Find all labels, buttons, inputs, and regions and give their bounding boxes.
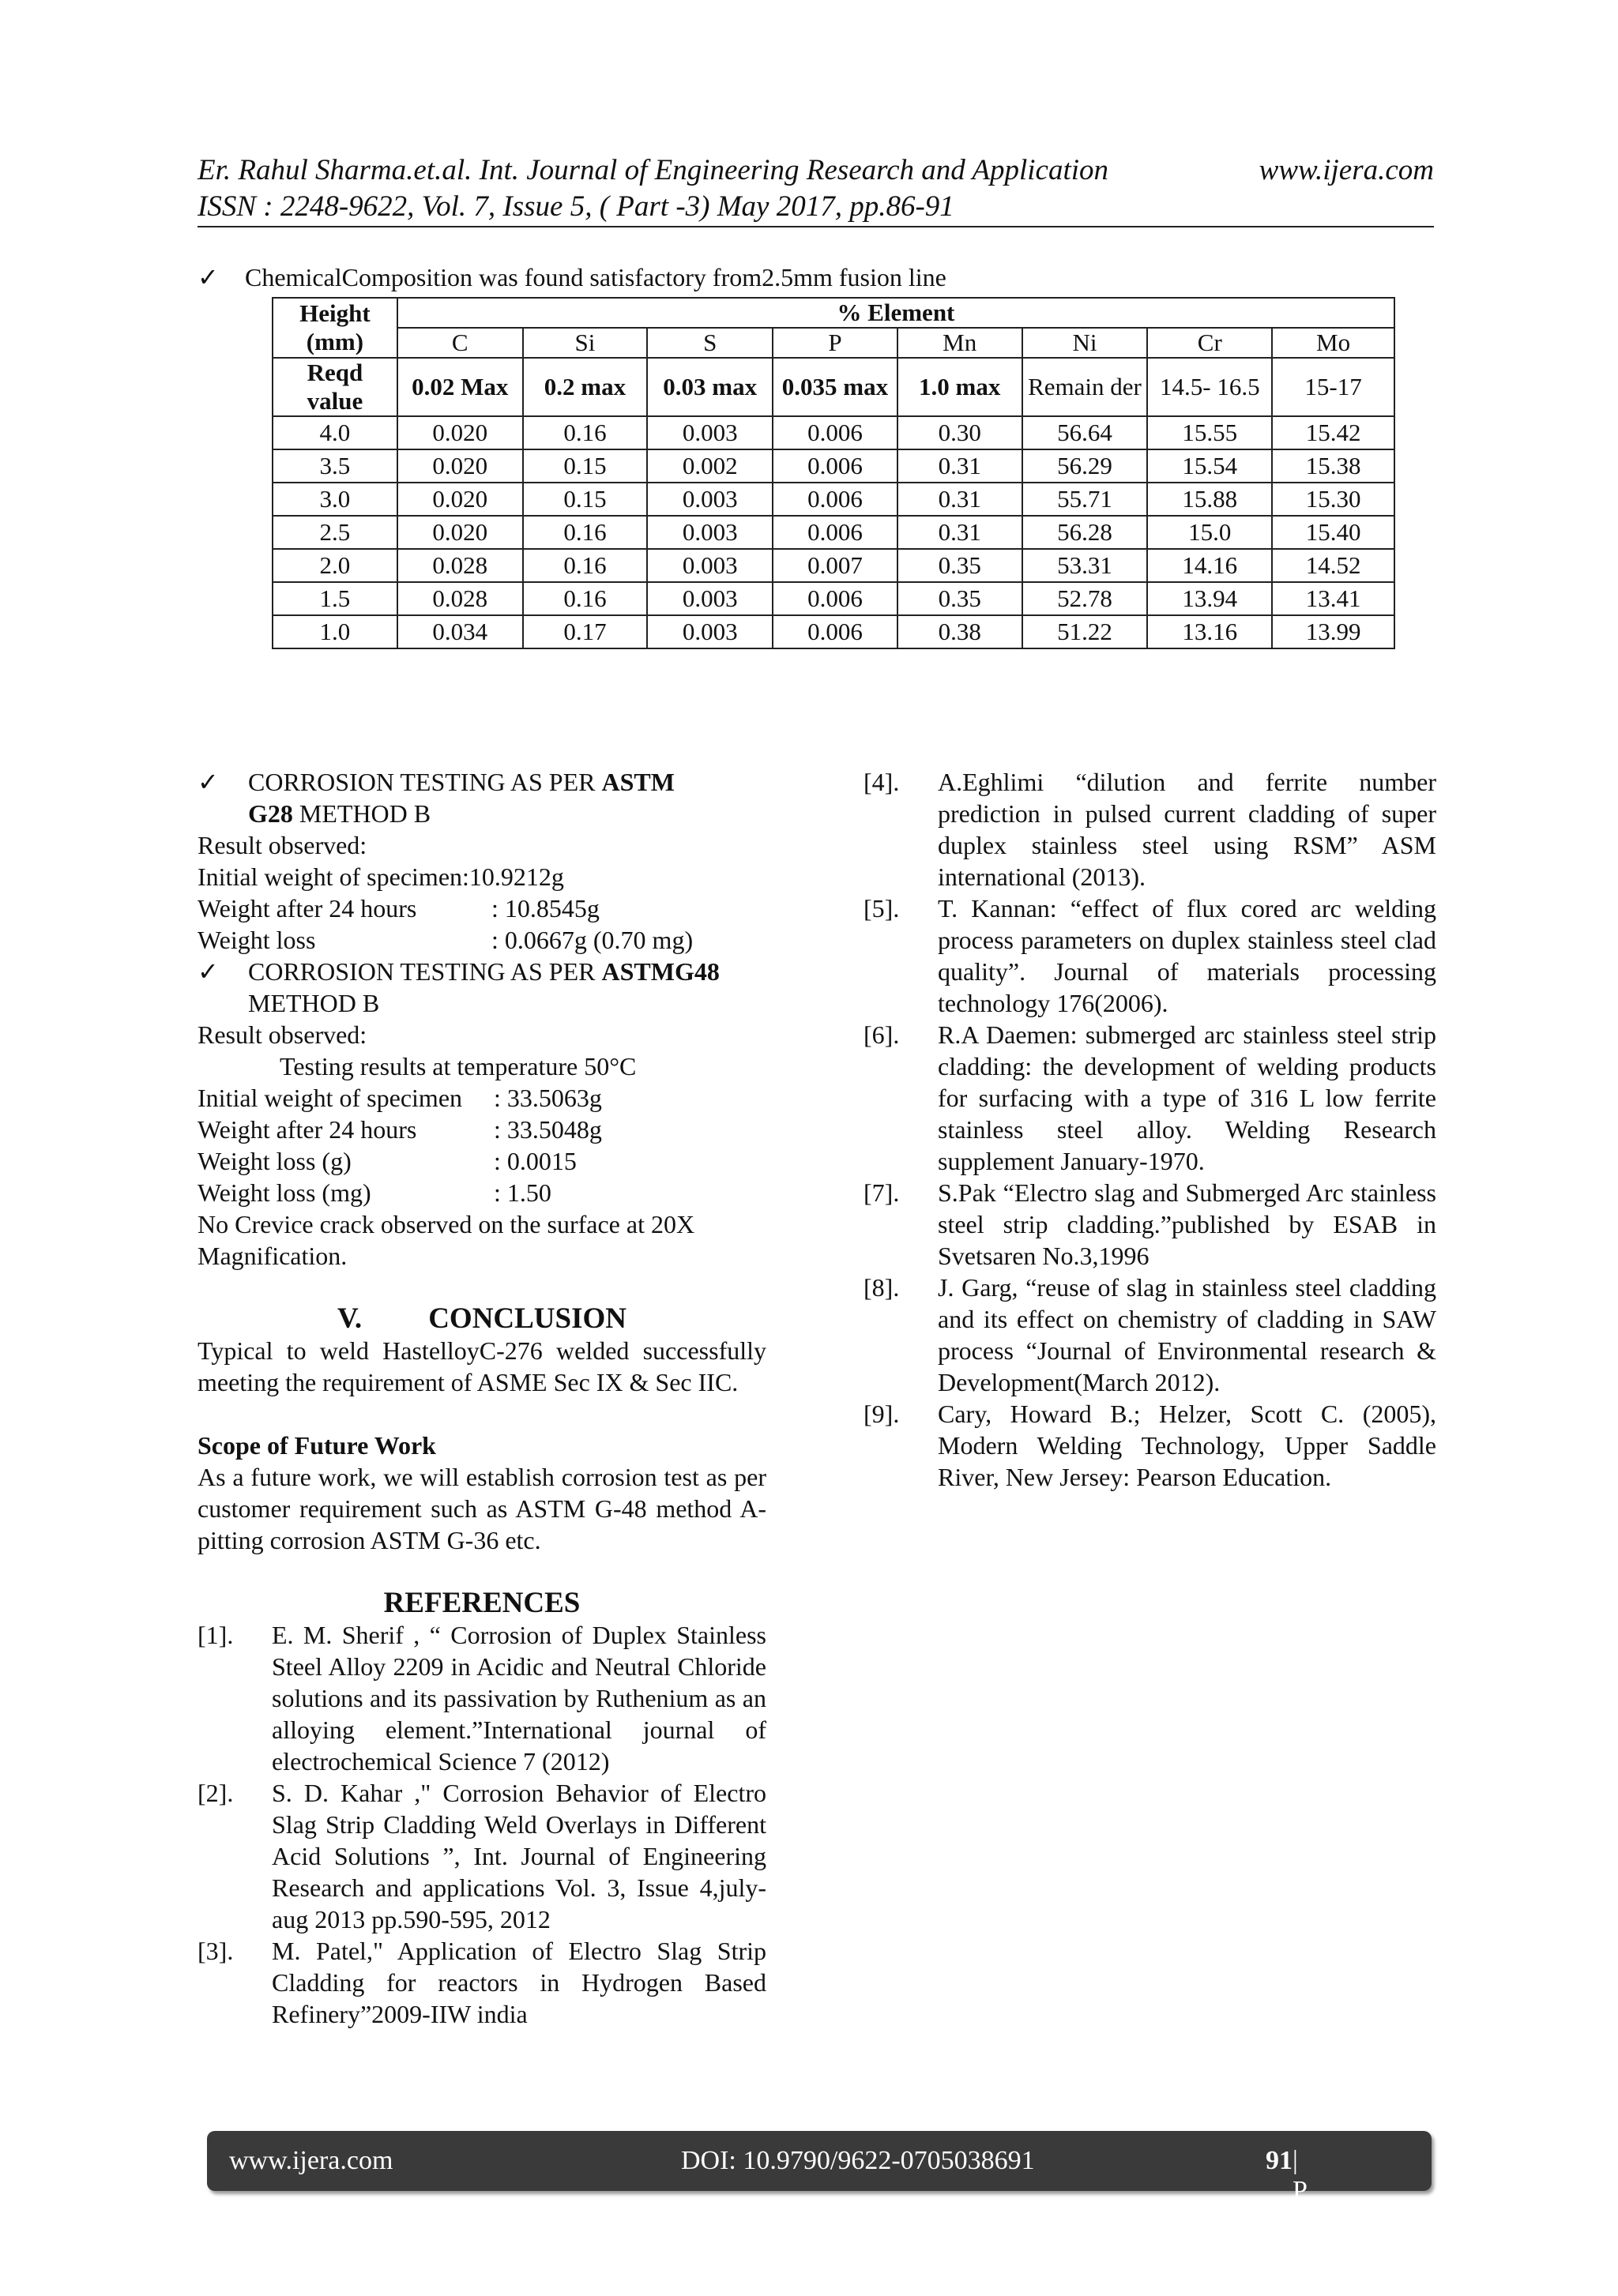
reference-text: E. M. Sherif , “ Corrosion of Duplex Stainless Steel Alloy 2209 in Acidic and Neutral Chloride solutions and its passivation by Ruthenium as an alloying element.”International journal of electrochemical Science 7 (2012) [272,1621,766,1776]
reference-number: [4]. [864,768,900,796]
reference-text: R.A Daemen: submerged arc stainless steel strip cladding: the development of welding products for surfacing with a type of 316 L low ferrite stainless steel alloy. Welding Research supplement January-1970. [938,1020,1436,1175]
g48-title-a: CORROSION TESTING AS PER [248,957,602,986]
g48-initial-label: Initial weight of specimen [198,1084,463,1112]
table-cell: 0.020 [397,516,523,549]
g48-loss-g-label: Weight loss (g) [198,1147,352,1175]
g48-loss-mg [198,1177,766,1208]
header-website[interactable]: www.ijera.com [1259,154,1434,186]
page-footer [207,2131,1432,2295]
reference-number: [2]. [198,1779,234,1807]
g48-loss-mg-value: : 1.50 [494,1178,551,1207]
table-cell: 0.020 [397,416,523,449]
table-cell: 14.52 [1272,549,1394,582]
table-cell: 0.16 [523,582,648,615]
table-cell: 0.17 [523,615,648,648]
element-names-row [273,328,1394,358]
table-cell: 15.88 [1147,483,1272,516]
element-name-cell: Mo [1272,328,1394,358]
table-cell: 13.16 [1147,615,1272,648]
references-heading: REFERENCES [383,1587,581,1619]
table-row [273,449,1394,483]
required-value-cell: 14.5- 16.5 [1147,358,1272,416]
table-cell: 13.41 [1272,582,1394,615]
reference-number: [8]. [864,1273,900,1302]
table-cell: 0.15 [523,449,648,483]
table-cell: 0.034 [397,615,523,648]
element-header: % Element [397,298,1394,328]
g48-temperature: Testing results at temperature 50°C [280,1052,637,1080]
table-cell: 53.31 [1022,549,1148,582]
table-cell: 2.5 [273,516,397,549]
table-cell: 14.16 [1147,549,1272,582]
running-header [198,152,1434,225]
table-cell: 2.0 [273,549,397,582]
element-name-cell: Mn [897,328,1022,358]
g48-crevice-note: No Crevice crack observed on the surface at 20X Magnification. [198,1210,695,1270]
table-cell: 0.028 [397,549,523,582]
g48-result-label: Result observed: [198,1020,367,1049]
table-cell: 15.54 [1147,449,1272,483]
table-cell: 0.006 [773,449,897,483]
required-value-cell: 0.2 max [523,358,648,416]
g48-initial-value: : 33.5063g [494,1084,602,1112]
footer-website[interactable]: www.ijera.com [229,2146,393,2175]
table-cell: 0.028 [397,582,523,615]
reference-number: [9]. [864,1400,900,1428]
table-cell: 0.006 [773,516,897,549]
g28-title-d: METHOD B [292,799,431,828]
header-rule [198,226,1434,227]
header-issn: ISSN : 2248-9622, Vol. 7, Issue 5, ( Part -3) May 2017, pp.86-91 [198,190,954,223]
table-cell: 0.006 [773,582,897,615]
reference-item [198,1777,766,1935]
table-cell: 0.35 [897,549,1022,582]
reference-item [864,1398,1436,1493]
table-cell: 0.006 [773,416,897,449]
element-name-cell: Si [523,328,648,358]
table-cell: 0.003 [647,615,773,648]
header-citation: Er. Rahul Sharma.et.al. Int. Journal of Engineering Research and Application [198,154,1109,186]
table-cell: 0.16 [523,516,648,549]
table-body [273,416,1394,648]
table-cell: 0.31 [897,516,1022,549]
table-cell: 0.006 [773,615,897,648]
g28-after-label: Weight after 24 hours [198,894,417,923]
table-cell: 1.5 [273,582,397,615]
table-row [273,416,1394,449]
page-number: 91 [1266,2146,1293,2175]
reference-item [864,1177,1436,1272]
table-cell: 15.30 [1272,483,1394,516]
table-cell: 56.64 [1022,416,1148,449]
left-column [198,766,766,2030]
reference-text: S.Pak “Electro slag and Submerged Arc stainless steel strip cladding.”published by ESAB in Svetsaren No.3,1996 [938,1178,1436,1270]
required-values-row [273,358,1394,416]
reference-number: [5]. [864,894,900,923]
g28-loss [198,924,766,956]
future-text: As a future work, we will establish corrosion test as per customer requirement such as ASTM G-48 method A-pitting corrosion ASTM G-36 etc. [198,1463,766,1554]
conclusion-text: Typical to weld HastelloyC-276 welded successfully meeting the requirement of ASME Sec IX & Sec IIC. [198,1336,766,1396]
g28-title [198,766,766,829]
table-cell: 52.78 [1022,582,1148,615]
chem-intro-text: ChemicalComposition was found satisfactory from2.5mm fusion line [245,263,946,291]
g48-title [198,956,766,1019]
g48-title-b: ASTMG48 [601,957,720,986]
reference-item [198,1935,766,2030]
checkmark-icon: ✓ [198,768,219,796]
g48-after [198,1114,766,1145]
table-row [273,615,1394,648]
reference-number: [1]. [198,1621,234,1649]
reference-text: A.Eghlimi “dilution and ferrite number prediction in pulsed current cladding of super duplex stainless steel using RSM” ASM international (2013). [938,768,1436,891]
reference-number: [3]. [198,1937,234,1965]
composition-table [272,297,1395,649]
checkmark-icon: ✓ [198,957,219,986]
references-list-left [198,1619,766,2030]
table-cell: 0.003 [647,416,773,449]
conclusion-title: CONCLUSION [428,1302,627,1335]
table-header-row [273,298,1394,328]
footer-doi: DOI: 10.9790/9622-0705038691 [681,2146,1035,2175]
g48-initial [198,1082,766,1114]
g48-loss-g [198,1145,766,1177]
table-cell: 4.0 [273,416,397,449]
required-value-cell: 0.035 max [773,358,897,416]
chem-intro [198,262,946,292]
g28-result-label: Result observed: [198,831,367,859]
reference-item [864,1272,1436,1398]
table-cell: 55.71 [1022,483,1148,516]
table-row [273,582,1394,615]
table-cell: 3.0 [273,483,397,516]
g28-loss-label: Weight loss [198,926,316,954]
table-cell: 0.16 [523,549,648,582]
g28-after-value: : 10.8545g [491,894,600,923]
required-value-cell: 0.03 max [647,358,773,416]
table-cell: 56.29 [1022,449,1148,483]
table-cell: 15.0 [1147,516,1272,549]
g48-loss-mg-label: Weight loss (mg) [198,1178,371,1207]
element-name-cell: Cr [1147,328,1272,358]
table-cell: 1.0 [273,615,397,648]
table-cell: 3.5 [273,449,397,483]
g48-after-value: : 33.5048g [494,1115,602,1144]
table-cell: 0.31 [897,483,1022,516]
table-cell: 15.38 [1272,449,1394,483]
table-cell: 15.42 [1272,416,1394,449]
table-cell: 13.94 [1147,582,1272,615]
g28-initial: Initial weight of specimen:10.9212g [198,862,564,891]
reference-item [864,766,1436,892]
table-row [273,549,1394,582]
table-cell: 0.020 [397,449,523,483]
table-cell: 56.28 [1022,516,1148,549]
reference-text: J. Garg, “reuse of slag in stainless steel cladding and its effect on chemistry of cladding in SAW process “Journal of Environmental research & Development(March 2012). [938,1273,1436,1396]
right-column [864,766,1436,1493]
g28-title-c: G28 [248,799,293,828]
g28-title-b: ASTM [601,768,675,796]
element-name-cell: P [773,328,897,358]
table-cell: 0.38 [897,615,1022,648]
table-cell: 0.007 [773,549,897,582]
table-cell: 0.30 [897,416,1022,449]
table-cell: 0.003 [647,516,773,549]
required-value-cell: 0.02 Max [397,358,523,416]
table-cell: 0.006 [773,483,897,516]
table-cell: 0.16 [523,416,648,449]
conclusion-number: V. [337,1302,363,1335]
reference-text: T. Kannan: “effect of flux cored arc welding process parameters on duplex stainless steel clad quality”. Journal of materials processing technology 176(2006). [938,894,1436,1017]
table-cell: 51.22 [1022,615,1148,648]
reference-number: [6]. [864,1020,900,1049]
height-header: Height (mm) [273,298,397,358]
table-cell: 15.55 [1147,416,1272,449]
table-cell: 0.020 [397,483,523,516]
checkmark-icon: ✓ [198,263,219,291]
table-cell: 0.15 [523,483,648,516]
reference-number: [7]. [864,1178,900,1207]
table-cell: 0.002 [647,449,773,483]
reference-text: Cary, Howard B.; Helzer, Scott C. (2005), Modern Welding Technology, Upper Saddle River, New Jersey: Pearson Education. [938,1400,1436,1491]
table-row [273,483,1394,516]
table-cell: 0.003 [647,549,773,582]
table-cell: 0.31 [897,449,1022,483]
reqd-label: Reqd value [273,358,397,416]
g28-title-a: CORROSION TESTING AS PER [248,768,602,796]
reference-text: M. Patel," Application of Electro Slag Strip Cladding for reactors in Hydrogen Based Refinery”2009-IIW india [272,1937,766,2028]
reference-item [864,892,1436,1019]
g48-after-label: Weight after 24 hours [198,1115,417,1144]
footer-page [1266,2146,1307,2295]
table-cell: 13.99 [1272,615,1394,648]
future-heading: Scope of Future Work [198,1431,436,1460]
element-name-cell: Ni [1022,328,1148,358]
table-cell: 0.35 [897,582,1022,615]
g28-after [198,892,766,924]
element-name-cell: S [647,328,773,358]
required-value-cell: 15-17 [1272,358,1394,416]
table-cell: 0.003 [647,483,773,516]
g48-title-c: METHOD B [248,989,380,1017]
references-list-right [864,766,1436,1493]
reference-item [864,1019,1436,1177]
reference-text: S. D. Kahar ," Corrosion Behavior of Electro Slag Strip Cladding Weld Overlays in Different Acid Solutions ”, Int. Journal of Engineering Research and applications Vol. 3, Issue 4,july-aug 2013 pp.590-595, 2012 [272,1779,766,1933]
table-cell: 0.003 [647,582,773,615]
page-label: | P a g e [1293,2146,1307,2295]
table-row [273,516,1394,549]
required-value-cell: 1.0 max [897,358,1022,416]
required-value-cell: Remain der [1022,358,1148,416]
g28-loss-value: : 0.0667g (0.70 mg) [491,926,694,954]
g48-loss-g-value: : 0.0015 [494,1147,577,1175]
table-cell: 15.40 [1272,516,1394,549]
element-name-cell: C [397,328,523,358]
reference-item [198,1619,766,1777]
conclusion-heading [198,1303,766,1335]
